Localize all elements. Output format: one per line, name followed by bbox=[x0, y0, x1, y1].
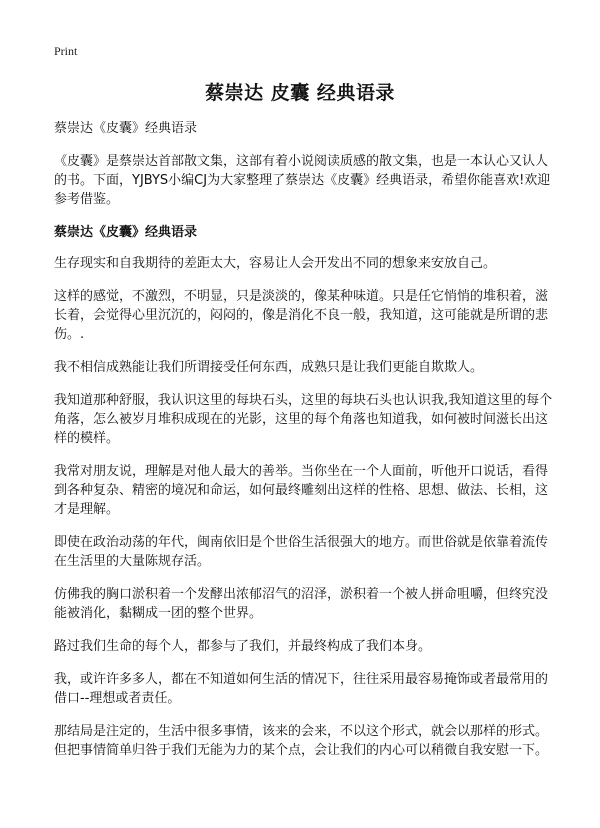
section-heading: 蔡崇达《皮囊》经典语录 bbox=[54, 225, 198, 240]
quote-paragraph: 那结局是注定的，生活中很多事情，该来的会来，不以这个形式，就会以那样的形式。但把事情简单归咎于我们无能为力的某个点，会让我们的内心可以稍微自我安慰一下。 bbox=[54, 724, 549, 758]
quote-paragraph: 我知道那种舒服，我认识这里的每块石头，这里的每块石头也认识我,我知道这里的每个角落，怎么被岁月堆积成现在的光影，这里的每个角落也知道我，如何被时间滋长出这样的模样。 bbox=[54, 393, 553, 446]
article-body bbox=[54, 119, 558, 774]
quote-paragraph: 路过我们生命的每个人，都参与了我们，并最终构成了我们本身。 bbox=[54, 639, 432, 654]
subtitle: 蔡崇达《皮囊》经典语录 bbox=[54, 121, 198, 136]
quote-paragraph: 我不相信成熟能让我们所谓接受任何东西，成熟只是让我们更能自欺欺人。 bbox=[54, 360, 484, 375]
quote-paragraph: 这样的感觉，不激烈，不明显，只是淡淡的，像某种味道。只是任它悄悄的堆积着，滋长着，会觉得心里沉沉的，闷闷的，像是消化不良一般，我知道，这可能就是所谓的悲伤。. bbox=[54, 289, 549, 342]
quote-paragraph: 我，或许许多多人，都在不知道如何生活的情况下，往往采用最容易掩饰或者最常用的借口--理想或者责任。 bbox=[54, 672, 549, 706]
quote-paragraph: 生存现实和自我期待的差距太大，容易让人会开发出不同的想象来安放自己。 bbox=[54, 256, 497, 271]
print-link[interactable]: Print bbox=[54, 44, 78, 58]
quote-paragraph: 即使在政治动荡的年代，闽南依旧是个世俗生活很强大的地方。而世俗就是依靠着流传在生活里的大量陈规存活。 bbox=[54, 535, 549, 569]
intro-paragraph: 《皮囊》是蔡崇达首部散文集，这部有着小说阅读质感的散文集，也是一本认心又认人的书。下面，YJBYS小编CJ为大家整理了蔡崇达《皮囊》经典语录，希望你能喜欢!欢迎参考借鉴。 bbox=[54, 154, 551, 207]
page-title: 蔡崇达 皮囊 经典语录 bbox=[205, 82, 395, 104]
quote-paragraph: 我常对朋友说，理解是对他人最大的善举。当你坐在一个人面前，听他开口说话，看得到各种复杂、精密的境况和命运，如何最终雕刻出这样的性格、思想、做法、长相，这才是理解。 bbox=[54, 464, 549, 517]
quote-paragraph: 仿佛我的胸口淤积着一个发酵出浓郁沼气的沼泽，淤积着一个被人拼命咀嚼，但终究没能被消化，黏糊成一团的整个世界。 bbox=[54, 587, 549, 621]
